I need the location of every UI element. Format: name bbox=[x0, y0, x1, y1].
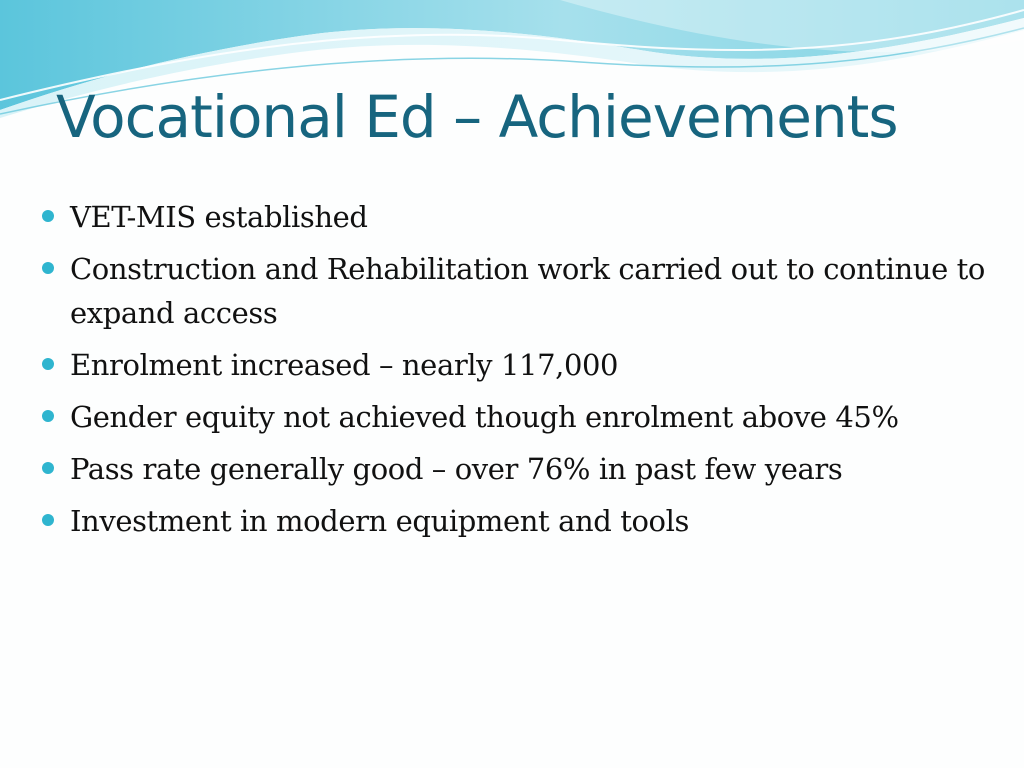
bullet-text: VET-MIS established bbox=[70, 200, 368, 234]
bullet-item bbox=[40, 343, 1000, 387]
bullet-dot-icon bbox=[42, 462, 54, 474]
bullet-dot-icon bbox=[42, 410, 54, 422]
bullet-item bbox=[40, 447, 1000, 491]
bullet-dot-icon bbox=[42, 210, 54, 222]
bullet-item bbox=[40, 247, 1000, 335]
bullet-list bbox=[40, 195, 1000, 551]
bullet-item bbox=[40, 395, 1000, 439]
bullet-text: Enrolment increased – nearly 117,000 bbox=[70, 348, 619, 382]
bullet-text: Pass rate generally good – over 76% in past few years bbox=[70, 452, 843, 486]
slide-title: Vocational Ed – Achievements bbox=[56, 83, 898, 151]
bullet-dot-icon bbox=[42, 358, 54, 370]
bullet-text: Construction and Rehabilitation work carried out to continue to expand access bbox=[70, 252, 985, 330]
bullet-text: Investment in modern equipment and tools bbox=[70, 504, 689, 538]
bullet-item bbox=[40, 195, 1000, 239]
bullet-item bbox=[40, 499, 1000, 543]
bullet-dot-icon bbox=[42, 514, 54, 526]
bullet-text: Gender equity not achieved though enrolment above 45% bbox=[70, 400, 899, 434]
bullet-dot-icon bbox=[42, 262, 54, 274]
